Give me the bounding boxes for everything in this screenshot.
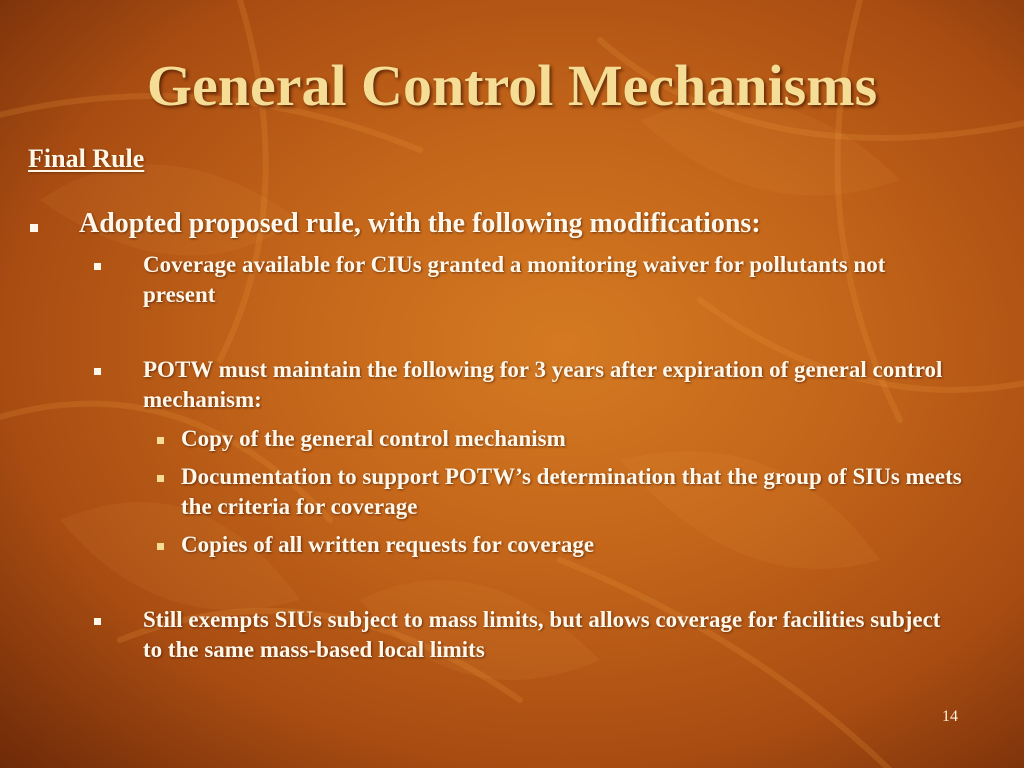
square-bullet-icon [94,368,101,375]
square-bullet-icon [94,618,101,625]
square-bullet-icon [157,437,164,444]
square-bullet-icon [157,543,164,550]
slide-title: General Control Mechanisms [146,53,878,118]
slide-subtitle: Final Rule [28,144,145,173]
square-bullet-icon [94,263,101,270]
bullet-level1-text: Adopted proposed rule, with the following modifications: [79,208,761,239]
square-bullet-icon [30,224,38,232]
page-number: 14 [942,708,958,725]
sub-bullet-requests-text: Copies of all written requests for coverage [181,532,595,557]
square-bullet-icon [157,475,164,482]
bullet-coverage-text: Coverage available for CIUs granted a monitoring waiver for pollutants not present [143,252,886,307]
sub-bullet-documentation-text: Documentation to support POTW’s determination that the group of SIUs meets the criteria for coverage [181,464,962,519]
bullet-exempts-text: Still exempts SIUs subject to mass limits, but allows coverage for facilities subject to the same mass-based local limits [143,607,941,662]
sub-bullet-copy-text: Copy of the general control mechanism [181,426,566,451]
bullet-potw-text: POTW must maintain the following for 3 years after expiration of general control mechanism: [143,357,943,412]
